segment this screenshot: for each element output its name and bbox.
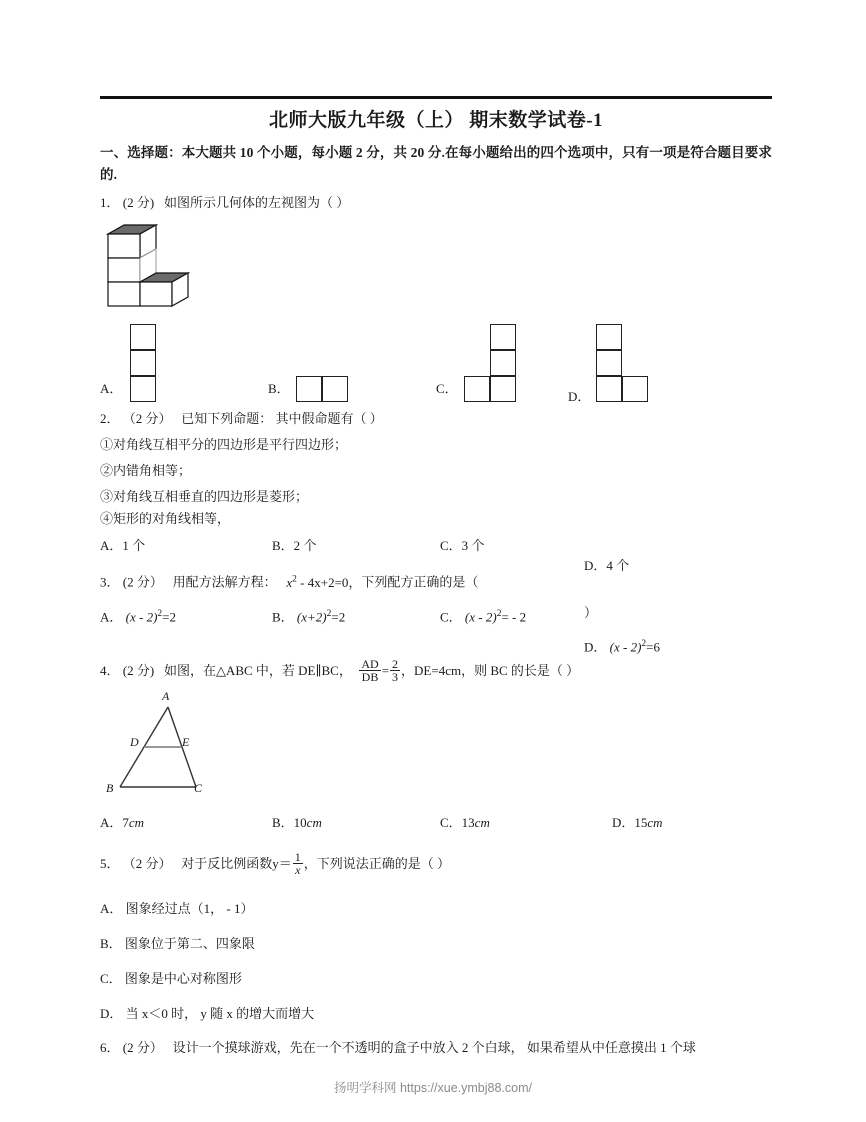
cell xyxy=(322,376,348,402)
cell xyxy=(464,376,490,402)
q5-option-b-text: 图象位于第二、四象限 xyxy=(124,935,255,951)
section-heading: 一、选择题：本大题共 10 个小题，每小题 2 分，共 20 分.在每小题给出的四个选项中，只有一项是符合题目要求的. xyxy=(100,145,772,182)
q2-option-b-text: 2 个 xyxy=(293,537,317,553)
q2-option-a-label: A． xyxy=(100,537,123,553)
question-4-stem xyxy=(100,656,772,685)
triangle-vertex-a-label: A xyxy=(162,688,170,703)
q3-option-b-exp: 2 xyxy=(326,609,332,620)
q1-solid-figure xyxy=(104,222,772,314)
q3-options xyxy=(100,605,772,655)
q2-option-b[interactable] xyxy=(272,536,440,557)
q5-number: 5． xyxy=(100,855,120,871)
question-6-stem xyxy=(100,1038,772,1059)
q4-option-a[interactable] xyxy=(100,813,272,834)
q3-option-d-exp: 2 xyxy=(641,639,647,650)
q4-value-numerator: 2 xyxy=(392,656,399,671)
q3-option-d-close: =6 xyxy=(646,639,660,655)
triangle-point-d-label: D xyxy=(130,734,139,749)
q3-option-b-label: B． xyxy=(272,609,294,625)
q4-frac-numerator: AD xyxy=(361,656,379,671)
q4-option-c-label: C． xyxy=(440,814,462,830)
q3-option-a-close: =2 xyxy=(162,609,176,625)
q6-number: 6． xyxy=(100,1039,120,1055)
q3-text-after: 下列配方正确的是（ xyxy=(361,574,479,590)
q2-text: 已知下列命题： 其中假命题有（ ） xyxy=(181,410,383,426)
header-rule xyxy=(100,96,772,99)
q5-option-a[interactable] xyxy=(100,898,772,917)
q4-ratio-fraction xyxy=(359,658,380,684)
cell xyxy=(596,324,622,350)
q4-option-d-text: 15 xyxy=(634,814,648,830)
q4-option-a-text: 7 xyxy=(122,814,129,830)
q4-value-denominator: 3 xyxy=(392,670,399,685)
q5-option-c[interactable] xyxy=(100,968,772,987)
q1-number: 1． xyxy=(100,194,120,210)
cell xyxy=(490,350,516,376)
q1-options-row xyxy=(100,316,772,402)
q4-option-d[interactable] xyxy=(612,813,762,834)
q4-option-a-label: A． xyxy=(100,814,123,830)
q3-option-a[interactable] xyxy=(100,607,272,628)
q4-option-b-label: B． xyxy=(272,814,294,830)
q2-option-b-label: B． xyxy=(272,537,294,553)
q2-option-c[interactable] xyxy=(440,536,612,557)
q3-option-b-close: =2 xyxy=(331,609,346,625)
q1-option-b-label[interactable]: B． xyxy=(268,380,290,396)
q3-option-d-label: D． xyxy=(584,639,607,655)
q6-text: 设计一个摸球游戏，先在一个不透明的盒子中放入 2 个白球， 如果希望从中任意摸出 1 个球 xyxy=(172,1039,696,1055)
cell xyxy=(130,350,156,376)
q5-text-2: ，下列说法正确的是（ ） xyxy=(303,855,451,871)
question-1-stem xyxy=(100,193,772,214)
page-content xyxy=(100,96,772,1061)
cell xyxy=(130,324,156,350)
q4-triangle-figure xyxy=(100,689,772,807)
q3-eq-rest: - 4x+2=0， xyxy=(300,574,362,590)
cell xyxy=(596,350,622,376)
q5-option-d[interactable] xyxy=(100,1003,772,1022)
q2-option-a[interactable] xyxy=(100,536,272,557)
q4-option-a-unit: cm xyxy=(128,814,145,830)
q4-option-c[interactable] xyxy=(440,813,612,834)
cell xyxy=(130,376,156,402)
q5-option-a-label: A． xyxy=(100,900,123,916)
q2-proposition-3: ③对角线互相垂直的四边形是菱形； xyxy=(100,489,309,505)
q1-option-a-label[interactable]: A． xyxy=(100,380,123,396)
q1-option-c-label[interactable]: C． xyxy=(436,380,458,396)
q2-points: （2 分） xyxy=(122,410,172,426)
q3-number: 3． xyxy=(100,574,120,590)
q4-frac-equals: = xyxy=(381,662,390,678)
cell xyxy=(490,324,516,350)
q4-option-d-label: D． xyxy=(612,814,635,830)
q2-proposition-1: ①对角线互相平分的四边形是平行四边形； xyxy=(100,437,348,453)
q5-function-fraction xyxy=(293,851,303,877)
q4-number: 4． xyxy=(100,662,120,678)
triangle-point-e-label: E xyxy=(182,734,190,749)
q2-proposition-4: ④矩形的对角线相等， xyxy=(100,511,231,527)
q1-points: (2 分) xyxy=(122,194,155,210)
q3-option-c-exp: 2 xyxy=(496,609,502,620)
q1-text: 如图所示几何体的左视图为（ ） xyxy=(163,194,350,210)
q3-option-b-expr: (x+2) xyxy=(296,609,327,625)
q4-option-b[interactable] xyxy=(272,813,440,834)
page-title: 北师大版九年级（上） 期末数学试卷-1 xyxy=(268,110,604,131)
triangle-vertex-c-label: C xyxy=(194,780,203,795)
triangle-vertex-b-label: B xyxy=(106,780,114,795)
q2-option-d-label: D． xyxy=(584,557,607,573)
q4-text-2: ，DE=4cm，则 BC 的长是（ ） xyxy=(401,662,580,678)
q4-text-1: 如图，在△ABC 中，若 DE∥BC， xyxy=(163,662,352,678)
q5-frac-denominator: x xyxy=(295,863,301,878)
question-5-stem xyxy=(100,849,772,878)
q6-points: (2 分） xyxy=(122,1039,163,1055)
triangle-abc-svg xyxy=(100,689,280,801)
q3-option-c-label: C． xyxy=(440,609,462,625)
q4-option-d-unit: cm xyxy=(647,814,663,830)
q3-option-a-label: A． xyxy=(100,609,123,625)
q1-option-d-label[interactable]: D． xyxy=(568,388,591,404)
q3-points: (2 分） xyxy=(122,574,163,590)
q5-option-c-label: C． xyxy=(100,970,122,986)
q4-points: (2 分) xyxy=(122,662,155,678)
q4-option-b-text: 10 xyxy=(293,814,307,830)
q2-options xyxy=(100,536,772,573)
q5-option-d-text: 当 x＜0 时， y 随 x 的增大而增大 xyxy=(125,1005,315,1021)
q5-option-c-text: 图象是中心对称图形 xyxy=(124,970,242,986)
q3-option-d[interactable] xyxy=(584,637,660,658)
q5-text-1: 对于反比例函数y＝ xyxy=(181,855,292,871)
q3-option-d-expr: (x - 2) xyxy=(609,639,642,655)
isometric-solid-svg xyxy=(104,222,224,314)
q3-equation xyxy=(286,575,361,590)
q3-eq-base: x xyxy=(286,574,293,590)
q2-proposition-2: ②内错角相等； xyxy=(100,463,192,479)
cell xyxy=(622,376,648,402)
cell xyxy=(596,376,622,402)
q3-option-b[interactable] xyxy=(272,607,440,628)
q5-frac-numerator: 1 xyxy=(294,849,301,864)
footer-watermark: 扬明学科网 https://xue.ymbj88.com/ xyxy=(334,1081,532,1095)
q5-option-b-label: B． xyxy=(100,935,122,951)
q5-option-b[interactable] xyxy=(100,933,772,952)
q3-option-c-expr: (x - 2) xyxy=(464,609,497,625)
q3-option-a-exp: 2 xyxy=(157,609,163,620)
q3-option-a-expr: (x - 2) xyxy=(125,609,158,625)
q2-option-c-label: C． xyxy=(440,537,462,553)
q4-option-c-unit: cm xyxy=(474,814,490,830)
q5-points: （2 分） xyxy=(122,855,172,871)
cell xyxy=(296,376,322,402)
q4-options xyxy=(100,813,772,834)
q4-value-fraction xyxy=(390,658,400,684)
q4-option-c-text: 13 xyxy=(461,814,475,830)
q3-text-before: 用配方法解方程： xyxy=(172,574,277,590)
q5-option-d-label: D． xyxy=(100,1005,123,1021)
question-3-stem xyxy=(100,572,772,593)
q2-option-a-text: 1 个 xyxy=(122,537,146,553)
q2-number: 2． xyxy=(100,410,120,426)
q5-option-a-text: 图象经过点（1， - 1） xyxy=(125,900,254,916)
q4-frac-denominator: DB xyxy=(361,670,379,685)
q3-eq-exponent: 2 xyxy=(292,574,297,585)
question-2-stem xyxy=(100,409,772,430)
q3-stem-close-paren: ） xyxy=(584,605,598,621)
cell xyxy=(490,376,516,402)
q3-option-c-close: = - 2 xyxy=(501,609,527,625)
q2-option-c-text: 3 个 xyxy=(461,537,485,553)
q2-option-d-text: 4 个 xyxy=(606,557,630,573)
q4-option-b-unit: cm xyxy=(306,814,322,830)
